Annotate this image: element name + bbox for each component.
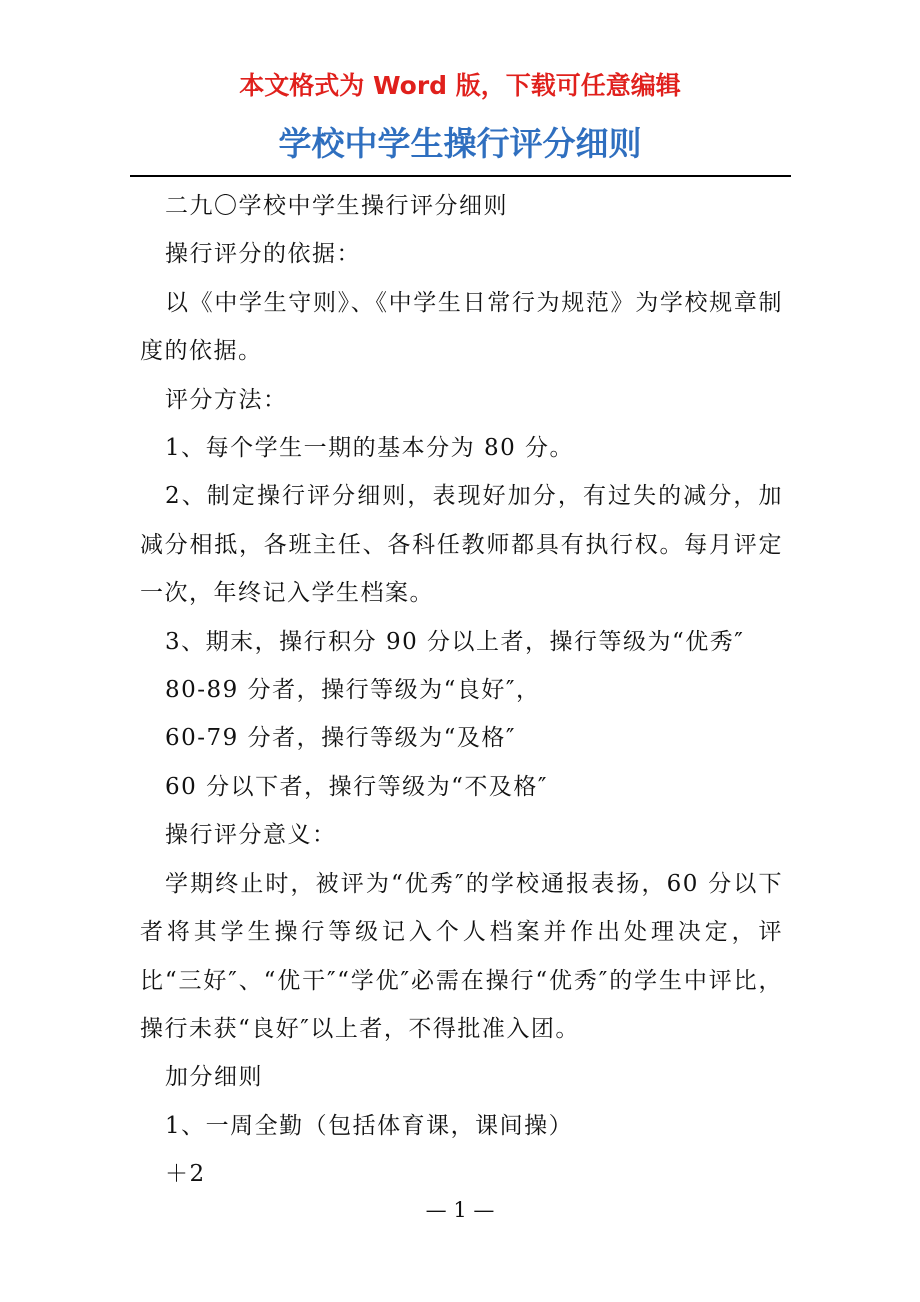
method-item-2: 2、制定操行评分细则，表现好加分，有过失的减分，加减分相抵，各班主任、各科任教师都具有执行权。每月评定一次，年终记入学生档案。 bbox=[140, 483, 783, 607]
grade-pass-line: 60-79 分者，操行等级为“及格″ bbox=[165, 725, 516, 752]
method-item-3: 3、期末，操行积分 90 分以上者，操行等级为“优秀″ bbox=[165, 628, 745, 655]
bonus-item-1: 1、一周全勤（包括体育课，课间操） bbox=[165, 1112, 574, 1139]
document-body bbox=[140, 182, 783, 1199]
basis-heading: 操行评分的依据： bbox=[165, 241, 361, 268]
bonus-heading: 加分细则 bbox=[165, 1064, 263, 1091]
grade-good-line: 80-89 分者，操行等级为“良好″， bbox=[165, 677, 541, 704]
download-notice: 本文格式为 Word 版，下载可任意编辑 bbox=[239, 71, 681, 100]
page-number: — 1 — bbox=[425, 1198, 495, 1222]
document-title: 学校中学生操行评分细则 bbox=[278, 124, 642, 163]
bonus-item-1-points: ＋2 bbox=[165, 1161, 206, 1188]
basis-paragraph: 以《中学生守则》、《中学生日常行为规范》为学校规章制度的依据。 bbox=[140, 289, 783, 365]
doc-subtitle-paragraph: 二九〇学校中学生操行评分细则 bbox=[165, 193, 508, 219]
significance-heading: 操行评分意义： bbox=[165, 822, 337, 849]
method-heading: 评分方法： bbox=[165, 386, 288, 413]
significance-paragraph: 学期终止时，被评为“优秀″的学校通报表扬，60 分以下者将其学生操行等级记入个人档案并作出处理决定，评比“三好″、“优干″“学优″必需在操行“优秀″的学生中评比，操行未获“良好″以上者，不得批准入团。 bbox=[140, 870, 783, 1042]
method-item-1: 1、每个学生一期的基本分为 80 分。 bbox=[165, 435, 575, 462]
title-divider bbox=[130, 175, 791, 177]
grade-fail-line: 60 分以下者，操行等级为“不及格″ bbox=[165, 773, 548, 800]
